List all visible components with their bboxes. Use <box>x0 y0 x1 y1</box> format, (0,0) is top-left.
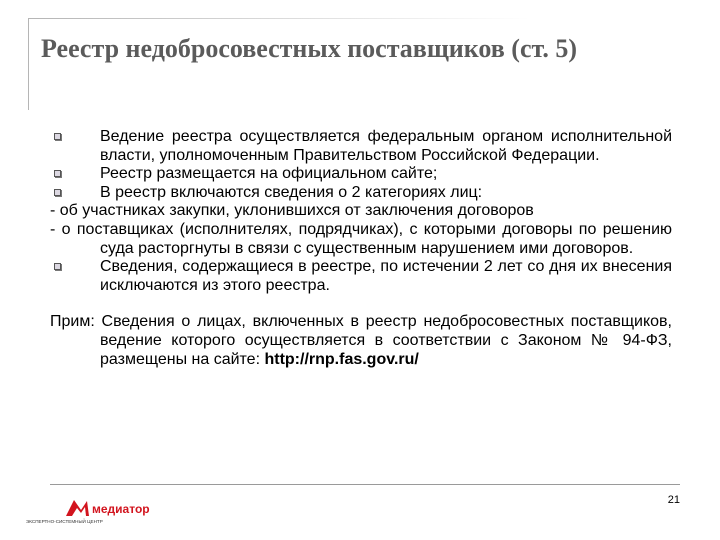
page-number: 21 <box>667 494 680 506</box>
list-item-text: Ведение реестра осуществляется федеральным органом исполнительной власти, уполномоченным Правительством Российской Федерации. <box>100 128 672 164</box>
footnote-text: Прим: Сведения о лицах, включенных в реестр недобросовестных поставщиков, ведение которого осуществляется в соответствии с Законом № 94-ФЗ, размещены на сайте: <box>50 313 672 368</box>
list-item-text: В реестр включаются сведения о 2 категориях лиц: <box>100 183 483 201</box>
square-bullet-icon <box>54 189 61 196</box>
list-item <box>50 258 672 295</box>
list-item <box>50 184 672 203</box>
list-item <box>50 221 672 258</box>
list-item-text: Реестр размещается на официальном сайте; <box>100 165 438 183</box>
list-item-text: - о поставщиках (исполнителях, подрядчиках), с которыми договоры по решению суда расторгнуты в связи с существенным нарушением ими договоров. <box>50 220 672 257</box>
logo-tagline: ЭКСПЕРТНО-СИСТЕМНЫЙ ЦЕНТР <box>26 519 103 524</box>
mediator-logo <box>26 497 216 527</box>
footer-divider <box>50 484 680 485</box>
title-frame <box>28 18 699 110</box>
footnote <box>50 313 672 369</box>
list-item <box>50 128 672 165</box>
list-item-text: - об участниках закупки, уклонившихся от заключения договоров <box>50 202 534 220</box>
square-bullet-icon <box>54 133 61 140</box>
list-item-text: Сведения, содержащиеся в реестре, по истечении 2 лет со дня их внесения исключаются из этого реестра. <box>100 258 672 294</box>
website-link[interactable]: http://rnp.fas.gov.ru/ <box>264 350 419 368</box>
square-bullet-icon <box>54 170 61 177</box>
slide-body <box>50 128 672 369</box>
slide-title: Реестр недобросовестных поставщиков (ст. 5) <box>41 34 577 63</box>
list-item <box>50 165 672 184</box>
logo-text: медиатор <box>92 502 150 516</box>
square-bullet-icon <box>54 263 61 270</box>
list-item <box>50 202 672 221</box>
logo-mark-icon <box>66 500 89 516</box>
